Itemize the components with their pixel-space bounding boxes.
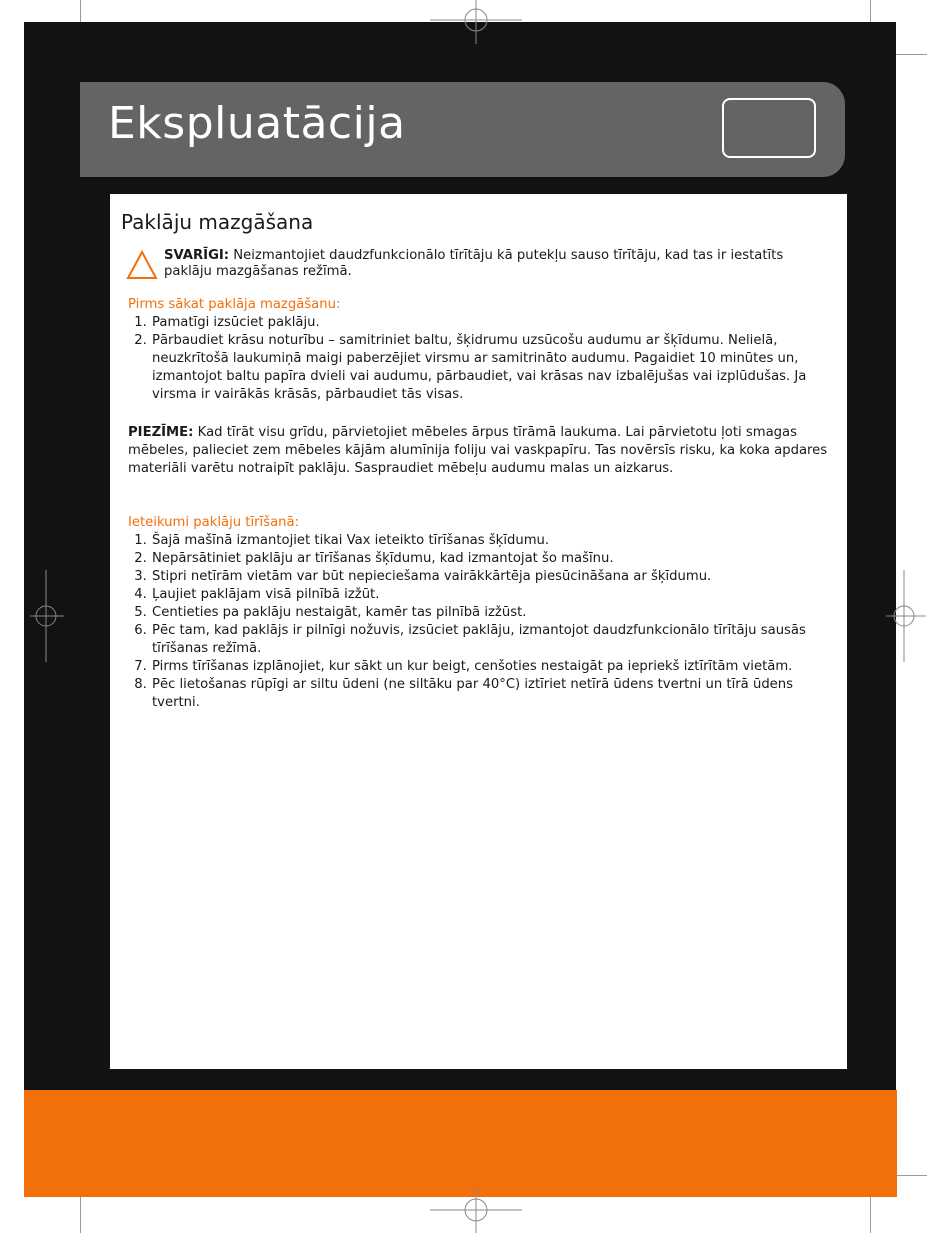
header-bar [80, 82, 845, 177]
registration-mark-icon [430, 0, 522, 44]
note-text [128, 424, 828, 478]
list-item: 1. Pamatīgi izsūciet paklāju. [151, 314, 828, 332]
registration-mark-icon [886, 570, 926, 662]
warning-body: Neizmantojiet daudzfunkcionālo tīrītāju kā putekļu sauso tīrītāju, kad tas ir iestatīts paklāju mazgāšanas režīmā. [164, 248, 784, 279]
list-item: 1. Šajā mašīnā izmantojiet tikai Vax ieteikto tīrīšanas šķīdumu. [151, 532, 828, 550]
list-item: 5. Centieties pa paklāju nestaigāt, kamēr tas pilnībā izžūst. [151, 604, 828, 622]
note-label: PIEZĪME: [128, 425, 194, 440]
list-item: 8. Pēc lietošanas rūpīgi ar siltu ūdeni (ne siltāku par 40°C) iztīriet netīrā ūdens tvertni un tīrā ūdens tvertni. [151, 676, 828, 712]
section-title: Paklāju mazgāšana [121, 210, 314, 234]
tips-heading: Ieteikumi paklāju tīrīšanā: [128, 515, 300, 530]
registration-mark-icon [30, 570, 64, 662]
list-item: 2. Nepārsātiniet paklāju ar tīrīšanas šķīdumu, kad izmantojat šo mašīnu. [151, 550, 828, 568]
page-title: Ekspluatācija [108, 98, 406, 149]
warning-label: SVARĪGI: [164, 248, 230, 263]
note-body: Kad tīrāt visu grīdu, pārvietojiet mēbeles ārpus tīrāmā laukuma. Lai pārvietotu ļoti smagas mēbeles, palieciet zem mēbeles kājām alumīnija foliju vai vaskpapīru. Tas novērsīs risku, ka koka apdares materiāli varētu notraipīt paklāju. Saspraudiet mēbeļu audumu malas un aizkarus. [128, 425, 828, 476]
list-item: 4. Ļaujiet paklājam visā pilnībā izžūt. [151, 586, 828, 604]
tips [128, 514, 828, 712]
page-number-box [722, 98, 816, 158]
content-panel [110, 194, 847, 1069]
list-item: 7. Pirms tīrīšanas izplānojiet, kur sākt un kur beigt, cenšoties nestaigāt pa iepriekš iztīrītām vietām. [151, 658, 828, 676]
note [128, 424, 828, 478]
warning-triangle-icon [126, 250, 158, 280]
footer-band [24, 1090, 897, 1197]
before-cleaning-heading: Pirms sākat paklāja mazgāšanu: [128, 297, 341, 312]
list-item: 3. Stipri netīrām vietām var būt nepieciešama vairākkārtēja piesūcināšana ar šķīdumu. [151, 568, 828, 586]
list-item: 6. Pēc tam, kad paklājs ir pilnīgi nožuvis, izsūciet paklāju, izmantojot daudzfunkcionālo tīrītāju sausās tīrīšanas režīmā. [151, 622, 828, 658]
warning-text [164, 248, 826, 280]
registration-mark-icon [430, 1188, 522, 1233]
warning-callout [126, 248, 826, 280]
before-cleaning [128, 296, 828, 404]
before-cleaning-list [128, 314, 828, 404]
list-item: 2. Pārbaudiet krāsu noturību – samitriniet baltu, šķidrumu uzsūcošu audumu ar šķīdumu. Nelielā, neuzkrītošā laukumiņā maigi paberzējiet virsmu ar samitrināto audumu. Pagaidiet 10 minūtes un, izmantojot baltu papīra dvieli vai audumu, pārbaudiet, vai krāsas nav izbalējušas vai izplūdušas. Ja virsma ir vairākās krāsās, pārbaudiet tās visas. [151, 332, 828, 404]
tips-list [128, 532, 828, 712]
